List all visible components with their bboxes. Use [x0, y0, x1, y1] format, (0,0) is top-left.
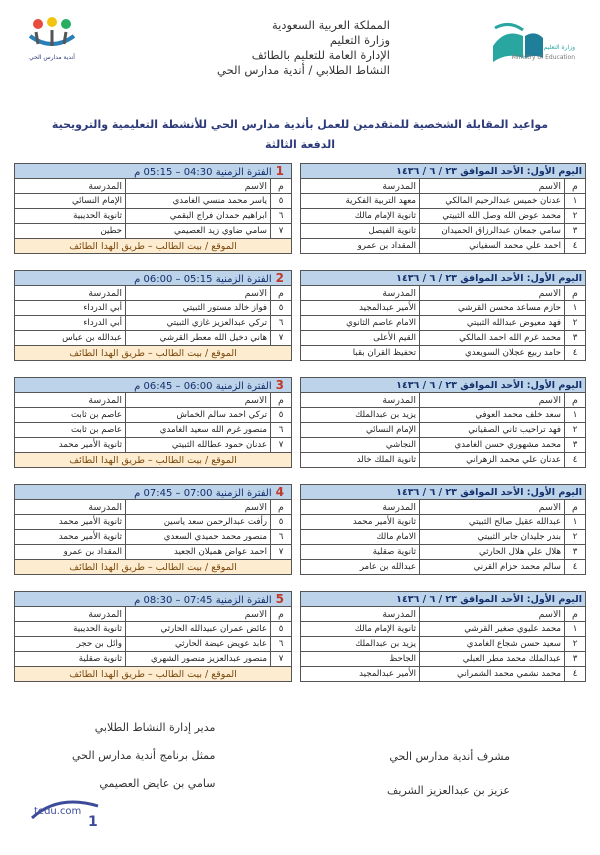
column-header-row — [15, 286, 292, 301]
period-to: 06:45 — [143, 381, 173, 392]
table-row — [301, 637, 586, 652]
table-row — [301, 408, 586, 423]
period-label: الفترة الزمنية — [215, 595, 272, 606]
batch-right-table — [300, 591, 586, 682]
tedu-logo — [28, 792, 108, 830]
num-header: م — [565, 500, 586, 515]
row-name: حازم مساعد محسن القرشي — [420, 301, 565, 316]
batch-left-table — [14, 377, 292, 468]
location-text: الموقع / بيت الطالب – طريق الهدا الطائف — [15, 560, 292, 575]
period-to: 08:30 — [143, 595, 173, 606]
row-number: ٤ — [565, 346, 586, 361]
table-row — [15, 637, 292, 652]
table-row — [15, 331, 292, 346]
row-school: ثانوية الأمير محمد — [15, 438, 126, 453]
day-label: اليوم الأول: — [526, 165, 582, 177]
clubs-logo — [22, 16, 82, 66]
row-name: سالم محمد حزام القرني — [420, 560, 565, 575]
row-number: ٢ — [565, 209, 586, 224]
num-header: م — [271, 286, 292, 301]
row-school: ثانوية الأمير محمد — [301, 515, 420, 530]
period-to: 06:00 — [143, 274, 173, 285]
period-to: 07:45 — [143, 488, 173, 499]
row-number: ٢ — [565, 316, 586, 331]
table-row — [301, 423, 586, 438]
school-header: المدرسة — [15, 607, 126, 622]
num-header: م — [565, 607, 586, 622]
row-number: ١ — [565, 515, 586, 530]
table-row — [15, 408, 292, 423]
row-name: عدنان خميس عبدالرحيم المالكي — [420, 194, 565, 209]
row-school: ثانوية الفيصل — [301, 224, 420, 239]
table-row — [15, 515, 292, 530]
batch-block — [14, 591, 586, 691]
row-school: القيم الأعلى — [301, 331, 420, 346]
column-header-row — [301, 500, 586, 515]
name-header: الاسم — [126, 607, 271, 622]
row-name: عدنان حمود عطالله الثبيتي — [126, 438, 271, 453]
batch-right-table — [300, 270, 586, 361]
row-school: الأمير عبدالمجيد — [301, 301, 420, 316]
period-label: الفترة الزمنية — [215, 488, 272, 499]
num-header: م — [271, 393, 292, 408]
time-separator: – — [175, 167, 181, 178]
table-row — [301, 453, 586, 468]
row-name: منصور محمد حميدي السعدي — [126, 530, 271, 545]
table-row — [15, 652, 292, 667]
table-row — [15, 316, 292, 331]
period-from: 07:45 — [183, 595, 213, 606]
row-number: ٧ — [271, 545, 292, 560]
row-school: معهد التربية الفكرية — [301, 194, 420, 209]
table-row — [301, 530, 586, 545]
time-unit: م — [134, 595, 141, 606]
day-label: اليوم الأول: — [526, 379, 582, 391]
school-header: المدرسة — [301, 607, 420, 622]
row-name: عائض عمران عبيدالله الحارثي — [126, 622, 271, 637]
table-row — [301, 652, 586, 667]
row-name: حامد ربيع عجلان السويعدي — [420, 346, 565, 361]
day-band — [301, 592, 586, 607]
row-school: يزيد بن عبدالملك — [301, 408, 420, 423]
row-number: ١ — [565, 194, 586, 209]
school-header: المدرسة — [301, 286, 420, 301]
table-row — [301, 224, 586, 239]
day-band — [301, 378, 586, 393]
row-school: أبي الدرداء — [15, 316, 126, 331]
row-school: عبدالله بن عباس — [15, 331, 126, 346]
supervisor-name: عزيز بن عبدالعزيز الشريف — [387, 784, 510, 797]
name-header: الاسم — [420, 286, 565, 301]
row-number: ٥ — [271, 408, 292, 423]
row-school: تحفيظ القران بقبا — [301, 346, 420, 361]
row-number: ١ — [565, 301, 586, 316]
row-number: ٣ — [565, 652, 586, 667]
row-number: ٣ — [565, 224, 586, 239]
day-band — [301, 485, 586, 500]
location-row — [15, 239, 292, 254]
time-separator: – — [175, 274, 181, 285]
batch-index: 5 — [275, 592, 284, 606]
table-row — [301, 316, 586, 331]
time-unit: م — [134, 488, 141, 499]
name-header: الاسم — [420, 179, 565, 194]
row-name: سامي جمعان عبدالرزاق الحميدان — [420, 224, 565, 239]
name-header: الاسم — [126, 393, 271, 408]
name-header: الاسم — [420, 393, 565, 408]
column-header-row — [15, 500, 292, 515]
row-school: ثانوية الحديبية — [15, 622, 126, 637]
location-row — [15, 560, 292, 575]
row-number: ٧ — [271, 331, 292, 346]
column-header-row — [15, 179, 292, 194]
name-header: الاسم — [420, 500, 565, 515]
date-label: ٢٣ / ٦ / ١٤٣٦ — [396, 165, 457, 177]
page-header — [0, 10, 600, 90]
row-school: يزيد بن عبدالملك — [301, 637, 420, 652]
row-name: عدنان علي محمد الزهراني — [420, 453, 565, 468]
table-row — [15, 530, 292, 545]
table-row — [15, 423, 292, 438]
director-name: سامي بن عايض العصيمي — [99, 777, 216, 790]
row-school: الإمام النسائي — [15, 194, 126, 209]
row-number: ٥ — [271, 622, 292, 637]
row-school: أبي الدرداء — [15, 301, 126, 316]
time-unit: م — [134, 167, 141, 178]
location-text: الموقع / بيت الطالب – طريق الهدا الطائف — [15, 239, 292, 254]
column-header-row — [301, 607, 586, 622]
row-number: ٢ — [565, 637, 586, 652]
row-school: ثانوية الإمام مالك — [301, 209, 420, 224]
row-number: ٣ — [565, 438, 586, 453]
batch-block — [14, 163, 586, 263]
row-number: ٦ — [271, 316, 292, 331]
location-text: الموقع / بيت الطالب – طريق الهدا الطائف — [15, 453, 292, 468]
batch-index: 1 — [275, 164, 284, 178]
row-name: هاني دخيل الله معطر القرشي — [126, 331, 271, 346]
day-label: اليوم الأول: — [526, 593, 582, 605]
row-school: ثانوية الإمام مالك — [301, 622, 420, 637]
row-school: المقداد بن عمرو — [15, 545, 126, 560]
table-row — [301, 346, 586, 361]
name-header: الاسم — [126, 500, 271, 515]
table-row — [301, 301, 586, 316]
batch-left-table — [14, 484, 292, 575]
row-number: ٣ — [565, 331, 586, 346]
row-number: ٥ — [271, 515, 292, 530]
row-name: منصور عبدالعزيز منصور الشهري — [126, 652, 271, 667]
row-school: ثانوية الأمير محمد — [15, 530, 126, 545]
row-number: ٦ — [271, 637, 292, 652]
row-name: عبدالله عقيل صالح الثبيتي — [420, 515, 565, 530]
ministry-line-1: المملكة العربية السعودية — [272, 18, 390, 32]
row-number: ٧ — [271, 652, 292, 667]
row-number: ٤ — [565, 453, 586, 468]
table-row — [15, 209, 292, 224]
day-band — [301, 271, 586, 286]
director-signature — [72, 714, 215, 798]
table-row — [15, 545, 292, 560]
row-school: الامام مالك — [301, 530, 420, 545]
row-name: تركي عبدالعزيز غازي الثبيتي — [126, 316, 271, 331]
table-row — [301, 438, 586, 453]
batch-right-table — [300, 377, 586, 468]
row-name: فهد معيوض عبدالله الثبيتي — [420, 316, 565, 331]
school-header: المدرسة — [15, 286, 126, 301]
column-header-row — [301, 179, 586, 194]
row-school: عبدالله بن عامر — [301, 560, 420, 575]
row-school: عاصم بن ثابت — [15, 423, 126, 438]
batch-index: 2 — [275, 271, 284, 285]
column-header-row — [301, 286, 586, 301]
row-name: فهد تراحيب ثاني الصقياني — [420, 423, 565, 438]
table-row — [301, 209, 586, 224]
num-header: م — [271, 179, 292, 194]
agreed-label: الموافق — [460, 486, 498, 498]
row-name: تركي احمد سالم الخماش — [126, 408, 271, 423]
num-header: م — [565, 286, 586, 301]
table-row — [15, 438, 292, 453]
period-from: 04:30 — [183, 167, 213, 178]
ministry-logo-text: وزارة التعليم — [543, 44, 575, 51]
row-school: حطين — [15, 224, 126, 239]
batch-left-table — [14, 591, 292, 682]
row-number: ٤ — [565, 667, 586, 682]
row-name: محمد عليوي صغير القرشي — [420, 622, 565, 637]
period-band — [15, 592, 292, 607]
row-name: منصور غرم الله سعيد الغامدي — [126, 423, 271, 438]
row-name: محمد مشهوري حسن الغامدي — [420, 438, 565, 453]
date-label: ٢٣ / ٦ / ١٤٣٦ — [396, 272, 457, 284]
supervisor-title: مشرف أندية مدارس الحي — [389, 750, 510, 763]
row-number: ٢ — [565, 530, 586, 545]
date-label: ٢٣ / ٦ / ١٤٣٦ — [396, 593, 457, 605]
row-school: ثانوية الحديبية — [15, 209, 126, 224]
column-header-row — [15, 607, 292, 622]
location-text: الموقع / بيت الطالب – طريق الهدا الطائف — [15, 346, 292, 361]
batch-right-table — [300, 484, 586, 575]
batch-right-table — [300, 163, 586, 254]
agreed-label: الموافق — [460, 272, 498, 284]
school-header: المدرسة — [301, 179, 420, 194]
period-from: 05:15 — [183, 274, 213, 285]
period-to: 05:15 — [143, 167, 173, 178]
row-school: النجاشي — [301, 438, 420, 453]
director-role: ممثل برنامج أندية مدارس الحي — [72, 749, 216, 762]
table-row — [301, 667, 586, 682]
name-header: الاسم — [420, 607, 565, 622]
row-name: محمد عوض الله وصل الله الثبيتي — [420, 209, 565, 224]
row-number: ٥ — [271, 194, 292, 209]
period-band — [15, 378, 292, 393]
column-header-row — [301, 393, 586, 408]
row-number: ٤ — [565, 239, 586, 254]
day-label: اليوم الأول: — [526, 486, 582, 498]
location-row — [15, 346, 292, 361]
row-number: ٥ — [271, 301, 292, 316]
row-name: محمد غرم الله احمد المالكي — [420, 331, 565, 346]
agreed-label: الموافق — [460, 593, 498, 605]
row-name: بندر جليدان جابر الثبيتي — [420, 530, 565, 545]
batch-block — [14, 377, 586, 477]
ministry-line-3: الإدارة العامة للتعليم بالطائف — [251, 48, 390, 62]
row-name: ابراهيم حمدان فراج البقمي — [126, 209, 271, 224]
row-name: رأفت عبدالرحمن سعد ياسين — [126, 515, 271, 530]
row-number: ٣ — [565, 545, 586, 560]
school-header: المدرسة — [15, 500, 126, 515]
name-header: الاسم — [126, 179, 271, 194]
ministry-lines — [217, 18, 390, 78]
clubs-logo-text: أندية مدارس الحي — [29, 54, 75, 61]
row-name: عبدالملك محمد مطر العبلي — [420, 652, 565, 667]
row-number: ٦ — [271, 423, 292, 438]
table-row — [301, 194, 586, 209]
table-row — [301, 560, 586, 575]
school-header: المدرسة — [301, 393, 420, 408]
period-label: الفترة الزمنية — [215, 274, 272, 285]
agreed-label: الموافق — [460, 379, 498, 391]
table-row — [301, 545, 586, 560]
time-unit: م — [134, 381, 141, 392]
batch-index: 3 — [275, 378, 284, 392]
svg-text:1: 1 — [88, 814, 98, 830]
row-school: الامام عاصم الثانوي — [301, 316, 420, 331]
date-label: ٢٣ / ٦ / ١٤٣٦ — [396, 379, 457, 391]
table-row — [301, 331, 586, 346]
date-label: ٢٣ / ٦ / ١٤٣٦ — [396, 486, 457, 498]
time-separator: – — [175, 488, 181, 499]
row-school: وائل بن حجر — [15, 637, 126, 652]
time-unit: م — [134, 274, 141, 285]
tedu-text: tedu.com — [34, 806, 82, 817]
row-name: سعد خلف محمد العوفي — [420, 408, 565, 423]
school-header: المدرسة — [15, 393, 126, 408]
row-number: ٦ — [271, 530, 292, 545]
batch-left-table — [14, 163, 292, 254]
row-name: محمد نشمي محمد الشمراني — [420, 667, 565, 682]
weekday-label: الأحد — [500, 379, 524, 391]
row-school: الأمير عبدالمجيد — [301, 667, 420, 682]
table-row — [15, 194, 292, 209]
table-row — [301, 622, 586, 637]
period-label: الفترة الزمنية — [215, 167, 272, 178]
row-number: ٧ — [271, 438, 292, 453]
table-row — [15, 301, 292, 316]
ministry-line-2: وزارة التعليم — [329, 33, 390, 47]
table-row — [15, 622, 292, 637]
row-name: هلال علي هلال الحارثي — [420, 545, 565, 560]
period-band — [15, 164, 292, 179]
supervisor-signature — [387, 740, 510, 808]
ministry-logo — [485, 18, 575, 70]
row-number: ٦ — [271, 209, 292, 224]
batch-block — [14, 484, 586, 584]
period-label: الفترة الزمنية — [215, 381, 272, 392]
location-text: الموقع / بيت الطالب – طريق الهدا الطائف — [15, 667, 292, 682]
table-row — [301, 239, 586, 254]
period-band — [15, 485, 292, 500]
row-school: الإمام النسائي — [301, 423, 420, 438]
row-name: سعيد حسن شجاع الغامدي — [420, 637, 565, 652]
agreed-label: الموافق — [460, 165, 498, 177]
name-header: الاسم — [126, 286, 271, 301]
batch-block — [14, 270, 586, 370]
period-from: 06:00 — [183, 381, 213, 392]
batch-left-table — [14, 270, 292, 361]
row-school: المقداد بن عمرو — [301, 239, 420, 254]
ministry-logo-sub: Ministry of Education — [511, 54, 575, 61]
location-row — [15, 453, 292, 468]
table-row — [15, 224, 292, 239]
row-name: ياسر محمد منسي الغامدي — [126, 194, 271, 209]
row-name: سامي ضاوي زيد العصيمي — [126, 224, 271, 239]
row-school: ثانوية الأمير محمد — [15, 515, 126, 530]
num-header: م — [271, 500, 292, 515]
row-school: عاصم بن ثابت — [15, 408, 126, 423]
time-separator: – — [175, 595, 181, 606]
page-title: مواعيد المقابلة الشخصية للمتقدمين للعمل بأندية مدارس الحي للأنشطة التعليمية والترويحية — [51, 118, 549, 131]
weekday-label: الأحد — [500, 165, 524, 177]
school-header: المدرسة — [301, 500, 420, 515]
director-title: مدير إدارة النشاط الطلابي — [94, 721, 216, 734]
row-school: ثانوية صقلية — [301, 545, 420, 560]
row-name: عابد عويض عيضة الحارثي — [126, 637, 271, 652]
row-school: ثانوية الملك خالد — [301, 453, 420, 468]
row-name: فواز خالد مستور الثبيتي — [126, 301, 271, 316]
period-band — [15, 271, 292, 286]
weekday-label: الأحد — [500, 272, 524, 284]
school-header: المدرسة — [15, 179, 126, 194]
row-school: الجاحظ — [301, 652, 420, 667]
row-name: احمد عواض هميلان الجعيد — [126, 545, 271, 560]
row-name: احمد علي محمد السفياني — [420, 239, 565, 254]
row-number: ٢ — [565, 423, 586, 438]
period-from: 07:00 — [183, 488, 213, 499]
location-row — [15, 667, 292, 682]
num-header: م — [271, 607, 292, 622]
row-number: ٧ — [271, 224, 292, 239]
row-number: ١ — [565, 622, 586, 637]
batch-index: 4 — [275, 485, 284, 499]
num-header: م — [565, 393, 586, 408]
day-band — [301, 164, 586, 179]
page-subtitle: الدفعة الثالثة — [265, 138, 335, 151]
weekday-label: الأحد — [500, 486, 524, 498]
ministry-line-4: النشاط الطلابي / أندية مدارس الحي — [217, 63, 390, 77]
row-number: ١ — [565, 408, 586, 423]
day-label: اليوم الأول: — [526, 272, 582, 284]
time-separator: – — [175, 381, 181, 392]
weekday-label: الأحد — [500, 593, 524, 605]
row-school: ثانوية صقلية — [15, 652, 126, 667]
num-header: م — [565, 179, 586, 194]
table-row — [301, 515, 586, 530]
row-number: ٤ — [565, 560, 586, 575]
column-header-row — [15, 393, 292, 408]
